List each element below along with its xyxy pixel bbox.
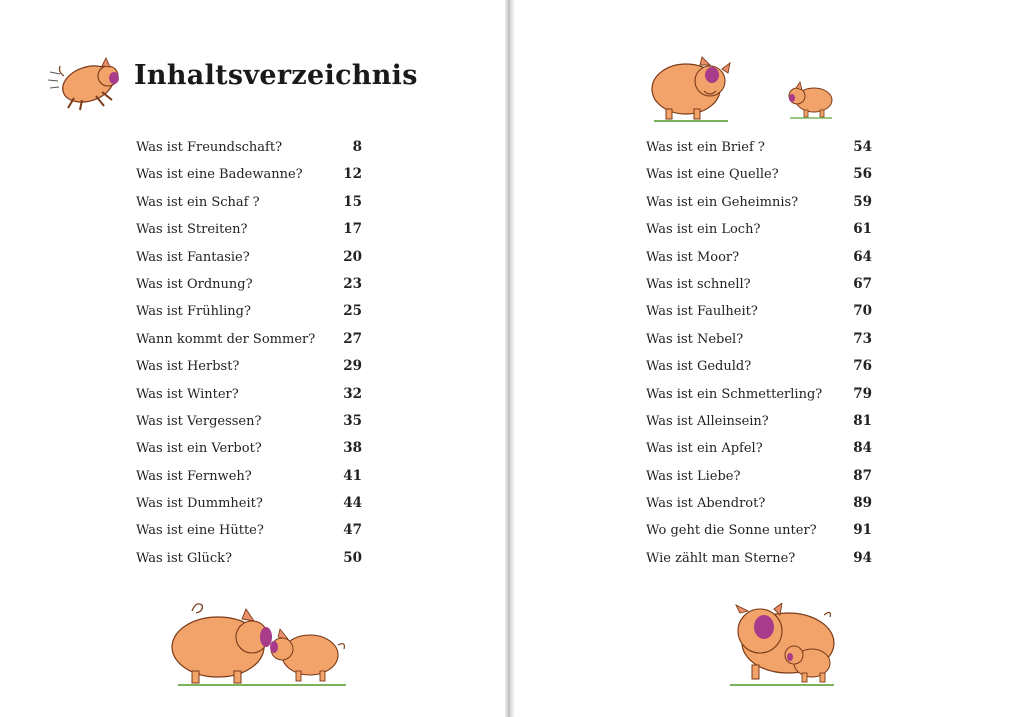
toc-entry-title: Was ist Moor?	[646, 249, 740, 265]
toc-entry[interactable]	[136, 249, 362, 276]
toc-entry[interactable]	[646, 550, 872, 577]
toc-entry[interactable]	[136, 413, 362, 440]
toc-entry[interactable]	[136, 468, 362, 495]
toc-entry[interactable]	[136, 550, 362, 577]
toc-entry-title: Was ist eine Quelle?	[646, 167, 779, 183]
toc-entry[interactable]	[646, 331, 872, 358]
toc-entry[interactable]	[646, 440, 872, 467]
motion-lines-icon	[48, 72, 60, 88]
mother-and-piglet-illustration	[716, 603, 840, 691]
toc-entry-title: Was ist ein Loch?	[646, 222, 761, 238]
toc-entry[interactable]	[646, 166, 872, 193]
toc-entry[interactable]	[646, 495, 872, 522]
book-gutter	[505, 0, 514, 717]
toc-entry-page: 44	[343, 495, 362, 512]
toc-entry-title: Was ist Fantasie?	[136, 249, 250, 265]
toc-entry-page: 17	[343, 221, 362, 238]
toc-entry[interactable]	[646, 221, 872, 248]
toc-entry-page: 79	[853, 385, 872, 402]
toc-entry[interactable]	[646, 522, 872, 549]
toc-entry-title: Was ist ein Schmetterling?	[646, 386, 823, 402]
toc-entry-page: 12	[343, 166, 362, 183]
toc-entry-title: Was ist Alleinsein?	[646, 413, 769, 429]
toc-entry-title: Was ist ein Apfel?	[646, 441, 763, 457]
big-pig-illustration	[648, 55, 734, 125]
toc-entry-page: 91	[853, 522, 872, 539]
toc-entry-title: Was ist eine Hütte?	[136, 523, 264, 539]
toc-entry-page: 38	[343, 440, 362, 457]
toc-entry-page: 64	[853, 248, 872, 265]
toc-entry-page: 73	[853, 330, 872, 347]
toc-entry-page: 56	[853, 166, 872, 183]
toc-entry[interactable]	[646, 468, 872, 495]
toc-entry-page: 67	[853, 275, 872, 292]
toc-entry-page: 25	[343, 303, 362, 320]
toc-entry-page: 61	[853, 221, 872, 238]
toc-entry-page: 81	[853, 412, 872, 429]
toc-entry[interactable]	[136, 221, 362, 248]
toc-entry-page: 89	[853, 495, 872, 512]
toc-entry[interactable]	[646, 194, 872, 221]
toc-entry-title: Was ist Dummheit?	[136, 496, 263, 512]
toc-entry-title: Wo geht die Sonne unter?	[646, 523, 817, 539]
toc-entry-page: 15	[343, 193, 362, 210]
toc-entry[interactable]	[136, 303, 362, 330]
toc-entry-title: Was ist ein Geheimnis?	[646, 194, 799, 210]
toc-entry[interactable]	[136, 194, 362, 221]
toc-entry[interactable]	[136, 495, 362, 522]
toc-entry-title: Was ist Vergessen?	[136, 413, 262, 429]
toc-entry-page: 20	[343, 248, 362, 265]
toc-entry-title: Was ist Winter?	[136, 386, 239, 402]
kissing-pigs-illustration	[168, 593, 350, 689]
toc-entry[interactable]	[136, 276, 362, 303]
toc-entry-page: 94	[853, 549, 872, 566]
toc-entry-page: 32	[343, 385, 362, 402]
toc-entry-title: Was ist Fernweh?	[136, 468, 252, 484]
toc-entry-page: 70	[853, 303, 872, 320]
toc-entry[interactable]	[136, 139, 362, 166]
toc-entry-title: Was ist eine Badewanne?	[136, 167, 303, 183]
toc-entry-title: Was ist ein Verbot?	[136, 441, 262, 457]
toc-entry-title: Was ist Abendrot?	[646, 496, 766, 512]
toc-entry[interactable]	[646, 139, 872, 166]
toc-entry-title: Was ist ein Brief ?	[646, 140, 765, 155]
toc-entry-title: Was ist Nebel?	[646, 331, 744, 347]
toc-entry[interactable]	[136, 166, 362, 193]
toc-entry-page: 35	[343, 412, 362, 429]
toc-entry[interactable]	[136, 386, 362, 413]
toc-entry[interactable]	[646, 358, 872, 385]
toc-right-column	[646, 139, 872, 577]
toc-entry-title: Was ist Glück?	[136, 550, 233, 566]
toc-entry-title: Wie zählt man Sterne?	[646, 550, 796, 566]
toc-entry-title: Was ist Ordnung?	[136, 276, 253, 292]
toc-entry-title: Was ist Frühling?	[136, 304, 251, 320]
toc-entry-page: 41	[343, 467, 362, 484]
toc-entry[interactable]	[136, 331, 362, 358]
toc-entry[interactable]	[646, 249, 872, 276]
toc-entry[interactable]	[136, 358, 362, 385]
toc-entry[interactable]	[136, 522, 362, 549]
toc-entry-title: Was ist Streiten?	[136, 222, 248, 238]
toc-left-column	[136, 139, 362, 577]
toc-entry-title: Was ist Liebe?	[646, 468, 741, 484]
toc-entry[interactable]	[136, 440, 362, 467]
toc-entry[interactable]	[646, 386, 872, 413]
toc-entry-title: Wann kommt der Sommer?	[136, 331, 316, 347]
toc-entry-title: Was ist Faulheit?	[646, 304, 758, 320]
toc-entry-title: Was ist Herbst?	[136, 359, 240, 375]
toc-entry-page: 50	[343, 549, 362, 566]
toc-entry[interactable]	[646, 276, 872, 303]
toc-entry-page: 23	[343, 275, 362, 292]
toc-entry-page: 54	[853, 139, 872, 155]
toc-entry-page: 59	[853, 193, 872, 210]
toc-entry-page: 47	[343, 522, 362, 539]
toc-entry-page: 29	[343, 358, 362, 375]
running-pig-illustration	[46, 54, 128, 112]
toc-entry-page: 76	[853, 358, 872, 375]
toc-entry-page: 27	[343, 330, 362, 347]
toc-entry-title: Was ist ein Schaf ?	[136, 194, 260, 210]
page-title: Inhaltsverzeichnis	[134, 60, 418, 91]
toc-entry-page: 8	[352, 139, 362, 155]
toc-entry-title: Was ist Geduld?	[646, 359, 752, 375]
toc-entry-title: Was ist Freundschaft?	[136, 140, 283, 155]
toc-entry-page: 84	[853, 440, 872, 457]
toc-entry-title: Was ist schnell?	[646, 276, 751, 292]
small-pig-illustration	[784, 78, 836, 122]
toc-entry[interactable]	[646, 303, 872, 330]
toc-entry-page: 87	[853, 467, 872, 484]
toc-entry[interactable]	[646, 413, 872, 440]
